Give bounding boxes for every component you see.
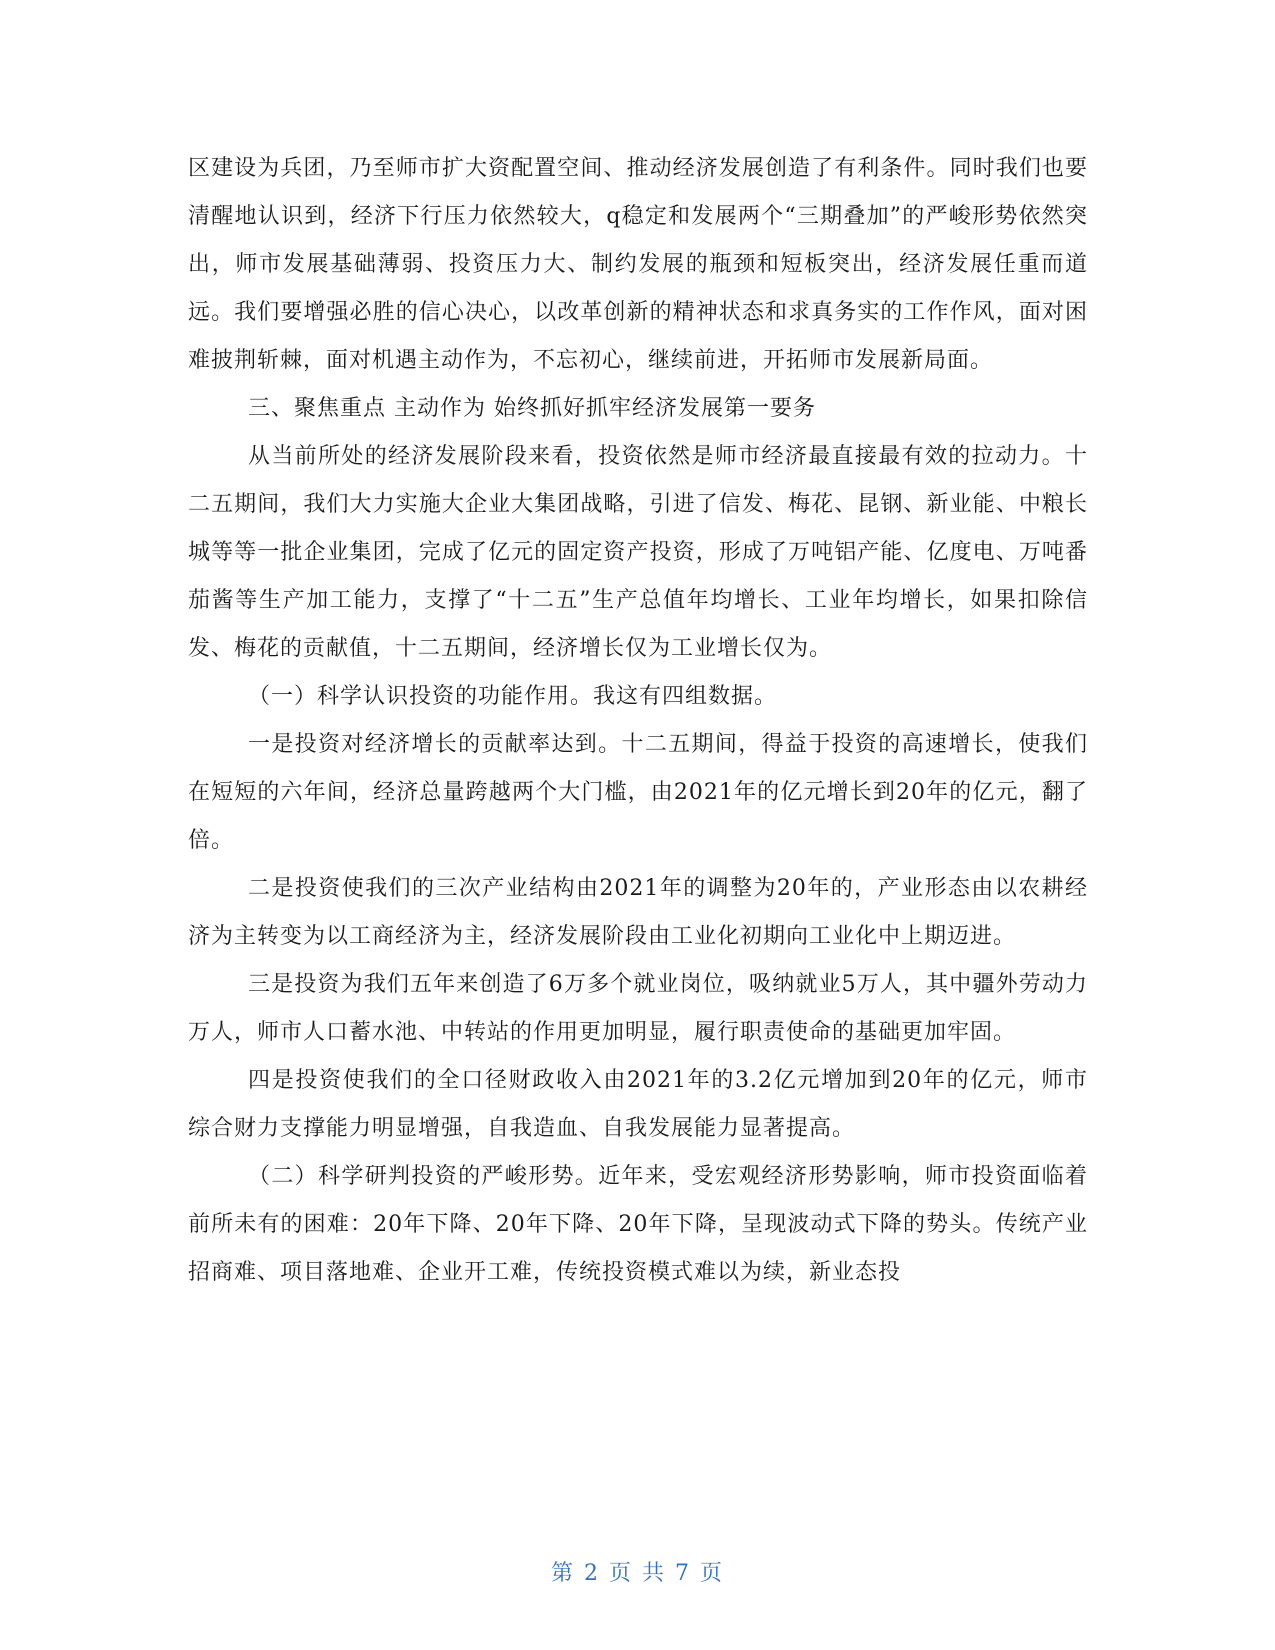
document-body	[188, 145, 1088, 1297]
paragraph-data-two: 二是投资使我们的三次产业结构由2021年的调整为20年的，产业形态由以农耕经济为主转变为以工商经济为主，经济发展阶段由工业化初期向工业化中上期迈进。	[188, 876, 1088, 949]
subheading-one: （一）科学认识投资的功能作用。我这有四组数据。	[248, 684, 778, 709]
page-number-footer: 第 2 页 共 7 页	[551, 1561, 724, 1586]
paragraph-investment-stage: 从当前所处的经济发展阶段来看，投资依然是师市经济最直接最有效的拉动力。十二五期间，我们大力实施大企业大集团战略，引进了信发、梅花、昆钢、新业能、中粮长城等等一批企业集团，完成了亿元的固定资产投资，形成了万吨铝产能、亿度电、万吨番茄酱等生产加工能力，支撑了“十二五”生产总值年均增长、工业年均增长，如果扣除信发、梅花的贡献值，十二五期间，经济增长仅为工业增长仅为。	[188, 444, 1088, 661]
section-heading-three: 三、聚焦重点 主动作为 始终抓好抓牢经济发展第一要务	[248, 396, 816, 421]
paragraph-data-one: 一是投资对经济增长的贡献率达到。十二五期间，得益于投资的高速增长，使我们在短短的六年间，经济总量跨越两个大门槛，由2021年的亿元增长到20年的亿元，翻了倍。	[188, 732, 1088, 853]
subheading-two-paragraph: （二）科学研判投资的严峻形势。近年来，受宏观经济形势影响，师市投资面临着前所未有的困难：20年下降、20年下降、20年下降，呈现波动式下降的势头。传统产业招商难、项目落地难、企业开工难，传统投资模式难以为续，新业态投	[188, 1164, 1088, 1285]
paragraph-data-four: 四是投资使我们的全口径财政收入由2021年的3.2亿元增加到20年的亿元，师市综合财力支撑能力明显增强，自我造血、自我发展能力显著提高。	[188, 1068, 1088, 1141]
paragraph-data-three: 三是投资为我们五年来创造了6万多个就业岗位，吸纳就业5万人，其中疆外劳动力万人，师市人口蓄水池、中转站的作用更加明显，履行职责使命的基础更加牢固。	[188, 972, 1088, 1045]
paragraph-continuation: 区建设为兵团，乃至师市扩大资配置空间、推动经济发展创造了有利条件。同时我们也要清醒地认识到，经济下行压力依然较大，q稳定和发展两个“三期叠加”的严峻形势依然突出，师市发展基础薄弱、投资压力大、制约发展的瓶颈和短板突出，经济发展任重而道远。我们要增强必胜的信心决心，以改革创新的精神状态和求真务实的工作作风，面对困难披荆斩棘，面对机遇主动作为，不忘初心，继续前进，开拓师市发展新局面。	[188, 156, 1088, 373]
